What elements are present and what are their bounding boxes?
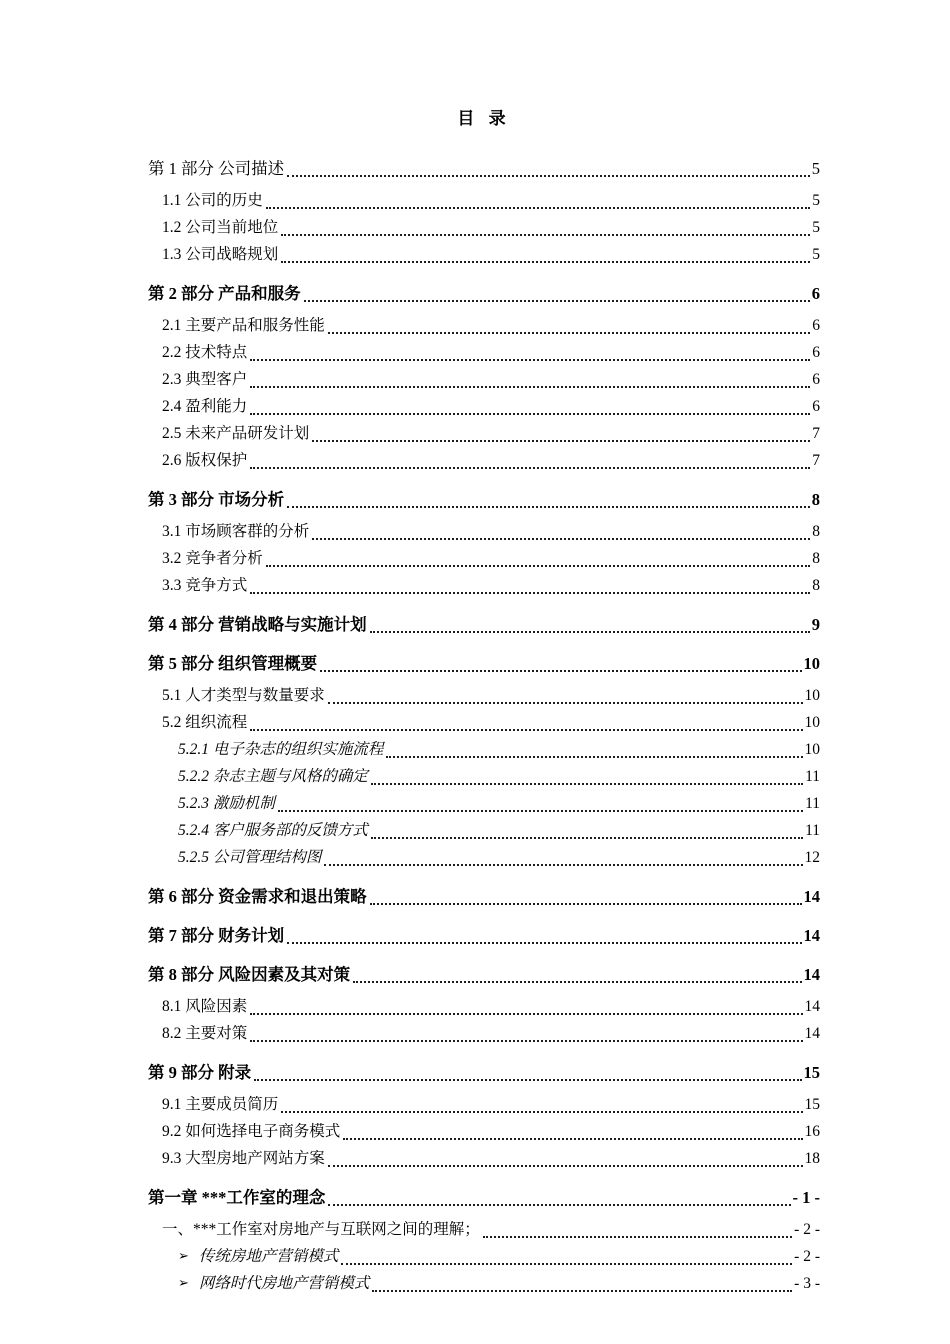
dot-leader <box>370 631 810 633</box>
toc-entry-page: - 2 - <box>794 1221 820 1238</box>
dot-leader <box>312 440 810 442</box>
dot-leader <box>328 1165 803 1167</box>
toc-entry[interactable] <box>148 709 820 736</box>
dot-leader <box>250 1040 802 1042</box>
toc-entry-page: 14 <box>803 965 820 984</box>
toc-entry-page: - 1 - <box>792 1188 820 1207</box>
dot-leader <box>328 702 803 704</box>
dot-leader <box>266 207 810 209</box>
toc-entry-page: 6 <box>812 371 820 388</box>
toc-entry-label: 3.2 竞争者分析 <box>162 550 263 567</box>
toc-entry-page: 11 <box>805 768 820 785</box>
toc-entry-label: 1.1 公司的历史 <box>162 192 263 209</box>
dot-leader <box>371 837 803 839</box>
toc-entry[interactable] <box>148 155 820 182</box>
toc-entry[interactable] <box>148 486 820 513</box>
toc-entry-page: 6 <box>812 398 820 415</box>
toc-entry-label: 1.3 公司战略规划 <box>162 246 279 263</box>
toc-entry[interactable] <box>148 1243 820 1270</box>
toc-entry[interactable] <box>148 650 820 677</box>
dot-leader <box>250 413 810 415</box>
toc-entry-page: - 2 - <box>794 1248 820 1265</box>
dot-leader <box>250 467 810 469</box>
dot-leader <box>250 1013 802 1015</box>
toc-entry-page: 14 <box>803 887 820 906</box>
dot-leader <box>386 756 802 758</box>
toc-entry-label: 一、***工作室对房地产与互联网之间的理解； <box>162 1221 480 1238</box>
dot-leader <box>281 1111 802 1113</box>
toc-entry-label: 9.2 如何选择电子商务模式 <box>162 1123 341 1140</box>
toc-entry-label: 3.1 市场顾客群的分析 <box>162 523 310 540</box>
toc-entry-page: 9 <box>811 615 820 634</box>
toc-entry[interactable] <box>148 993 820 1020</box>
toc-entry-label: 5.2 组织流程 <box>162 714 248 731</box>
toc-entry-page: 8 <box>812 577 820 594</box>
toc-entry-page: 10 <box>803 654 820 673</box>
toc-entry-label: 第 6 部分 资金需求和退出策略 <box>148 887 367 906</box>
toc-entry[interactable] <box>148 961 820 988</box>
toc-entry-page: 11 <box>805 795 820 812</box>
toc-entry[interactable] <box>148 214 820 241</box>
toc-entry-label: 第 2 部分 产品和服务 <box>148 284 301 303</box>
toc-entry-label: 2.2 技术特点 <box>162 344 248 361</box>
toc-entry[interactable] <box>148 1216 820 1243</box>
toc-entry-label: 3.3 竞争方式 <box>162 577 248 594</box>
toc-entry-page: 12 <box>804 849 820 866</box>
toc-entry-page: 10 <box>804 741 820 758</box>
toc-entry[interactable] <box>148 1020 820 1047</box>
dot-leader <box>287 942 801 944</box>
dot-leader <box>287 506 810 508</box>
toc-entry-label: 2.4 盈利能力 <box>162 398 248 415</box>
toc-entry-label: 第一章 ***工作室的理念 <box>148 1188 326 1207</box>
toc-entry[interactable] <box>148 1059 820 1086</box>
toc-entry-page: 7 <box>812 425 820 442</box>
dot-leader <box>254 1079 801 1081</box>
toc-entry-page: 6 <box>812 317 820 334</box>
toc-entry[interactable] <box>148 763 820 790</box>
toc-entry[interactable] <box>148 1091 820 1118</box>
toc-entry-page: 15 <box>804 1096 820 1113</box>
toc-entry-label: 2.5 未来产品研发计划 <box>162 425 310 442</box>
toc-entry-label: 5.2.3 激励机制 <box>178 795 275 812</box>
toc-entry-label: 9.1 主要成员简历 <box>162 1096 279 1113</box>
toc-entry-label: 第 8 部分 风险因素及其对策 <box>148 965 351 984</box>
toc-entry-page: 5 <box>812 192 820 209</box>
toc-entry-page: 11 <box>805 822 820 839</box>
toc-entry-label: 第 1 部分 公司描述 <box>148 159 285 178</box>
dot-leader <box>341 1263 792 1265</box>
dot-leader <box>328 1204 790 1206</box>
dot-leader <box>287 175 810 177</box>
toc-entry-page: 16 <box>804 1123 820 1140</box>
toc-entry-label: 第 7 部分 财务计划 <box>148 926 285 945</box>
toc-entry[interactable] <box>148 447 820 474</box>
dot-leader <box>320 670 801 672</box>
toc-entry-page: 6 <box>811 284 820 303</box>
dot-leader <box>483 1236 792 1238</box>
toc-entry[interactable] <box>148 518 820 545</box>
toc-entry[interactable] <box>148 682 820 709</box>
dot-leader <box>343 1138 802 1140</box>
toc-entry-label: 5.1 人才类型与数量要求 <box>162 687 325 704</box>
toc-entry-page: 15 <box>803 1063 820 1082</box>
toc-entry-page: 14 <box>804 1025 820 1042</box>
toc-entry[interactable] <box>148 1184 820 1211</box>
toc-entry-page: 8 <box>812 523 820 540</box>
toc-entry[interactable] <box>148 922 820 949</box>
dot-leader <box>370 903 802 905</box>
toc-entry[interactable] <box>148 1270 820 1297</box>
toc-entry-page: 10 <box>804 714 820 731</box>
toc-entry[interactable] <box>148 790 820 817</box>
toc-entry[interactable] <box>148 393 820 420</box>
toc-entry[interactable] <box>148 280 820 307</box>
dot-leader <box>304 300 810 302</box>
toc-entry[interactable] <box>148 241 820 268</box>
toc-entry[interactable] <box>148 736 820 763</box>
dot-leader <box>324 864 802 866</box>
toc-entry[interactable] <box>148 817 820 844</box>
toc-entry-page: 10 <box>804 687 820 704</box>
toc-entry-label: 第 3 部分 市场分析 <box>148 490 285 509</box>
toc-entry-label: 1.2 公司当前地位 <box>162 219 279 236</box>
toc-entry-label: 传统房地产营销模式 <box>198 1248 339 1265</box>
toc-entry-page: 18 <box>804 1150 820 1167</box>
dot-leader <box>372 1290 792 1292</box>
toc-entry-page: 8 <box>812 550 820 567</box>
toc-entry[interactable] <box>148 572 820 599</box>
toc-entry-label: 第 9 部分 附录 <box>148 1063 252 1082</box>
dot-leader <box>278 810 803 812</box>
toc-entry-page: 8 <box>811 490 820 509</box>
dot-leader <box>312 538 810 540</box>
toc-entry[interactable] <box>148 611 820 638</box>
toc-entry-page: - 3 - <box>794 1275 820 1292</box>
toc-entry-page: 6 <box>812 344 820 361</box>
toc-entry-label: 2.1 主要产品和服务性能 <box>162 317 325 334</box>
toc-entry[interactable] <box>148 1145 820 1172</box>
dot-leader <box>281 234 810 236</box>
toc-entry-page: 14 <box>803 926 820 945</box>
dot-leader <box>266 565 810 567</box>
toc-entry[interactable] <box>148 366 820 393</box>
toc-entry[interactable] <box>148 1118 820 1145</box>
dot-leader <box>250 729 802 731</box>
toc-entry-label: 9.3 大型房地产网站方案 <box>162 1150 325 1167</box>
toc-list <box>148 155 820 1297</box>
dot-leader <box>281 261 810 263</box>
toc-entry-label: 2.3 典型客户 <box>162 371 248 388</box>
toc-entry-page: 14 <box>804 998 820 1015</box>
toc-entry[interactable] <box>148 545 820 572</box>
toc-entry-label: 第 4 部分 营销战略与实施计划 <box>148 615 367 634</box>
toc-entry-label: 8.1 风险因素 <box>162 998 248 1015</box>
toc-entry-page: 5 <box>812 246 820 263</box>
dot-leader <box>250 359 810 361</box>
toc-entry-label: 2.6 版权保护 <box>162 452 248 469</box>
dot-leader <box>250 386 810 388</box>
toc-entry-page: 5 <box>812 219 820 236</box>
dot-leader <box>250 592 810 594</box>
toc-entry-label: 5.2.5 公司管理结构图 <box>178 849 322 866</box>
toc-entry[interactable] <box>148 420 820 447</box>
toc-entry[interactable] <box>148 339 820 366</box>
toc-title: 目 录 <box>457 109 511 128</box>
toc-entry-label: 5.2.1 电子杂志的组织实施流程 <box>178 741 384 758</box>
toc-entry[interactable] <box>148 844 820 871</box>
toc-entry-label: 第 5 部分 组织管理概要 <box>148 654 318 673</box>
toc-entry-page: 7 <box>812 452 820 469</box>
toc-entry-label: 网络时代房地产营销模式 <box>198 1275 370 1292</box>
dot-leader <box>353 981 801 983</box>
toc-entry[interactable] <box>148 883 820 910</box>
dot-leader <box>371 783 803 785</box>
toc-entry[interactable] <box>148 187 820 214</box>
toc-entry-page: 5 <box>811 159 820 178</box>
toc-entry-label: 5.2.2 杂志主题与风格的确定 <box>178 768 368 785</box>
toc-entry-label: 5.2.4 客户服务部的反馈方式 <box>178 822 368 839</box>
arrow-bullet-icon: ➢ <box>178 1248 189 1263</box>
arrow-bullet-icon: ➢ <box>178 1275 189 1290</box>
toc-entry[interactable] <box>148 312 820 339</box>
toc-entry-label: 8.2 主要对策 <box>162 1025 248 1042</box>
dot-leader <box>328 332 810 334</box>
